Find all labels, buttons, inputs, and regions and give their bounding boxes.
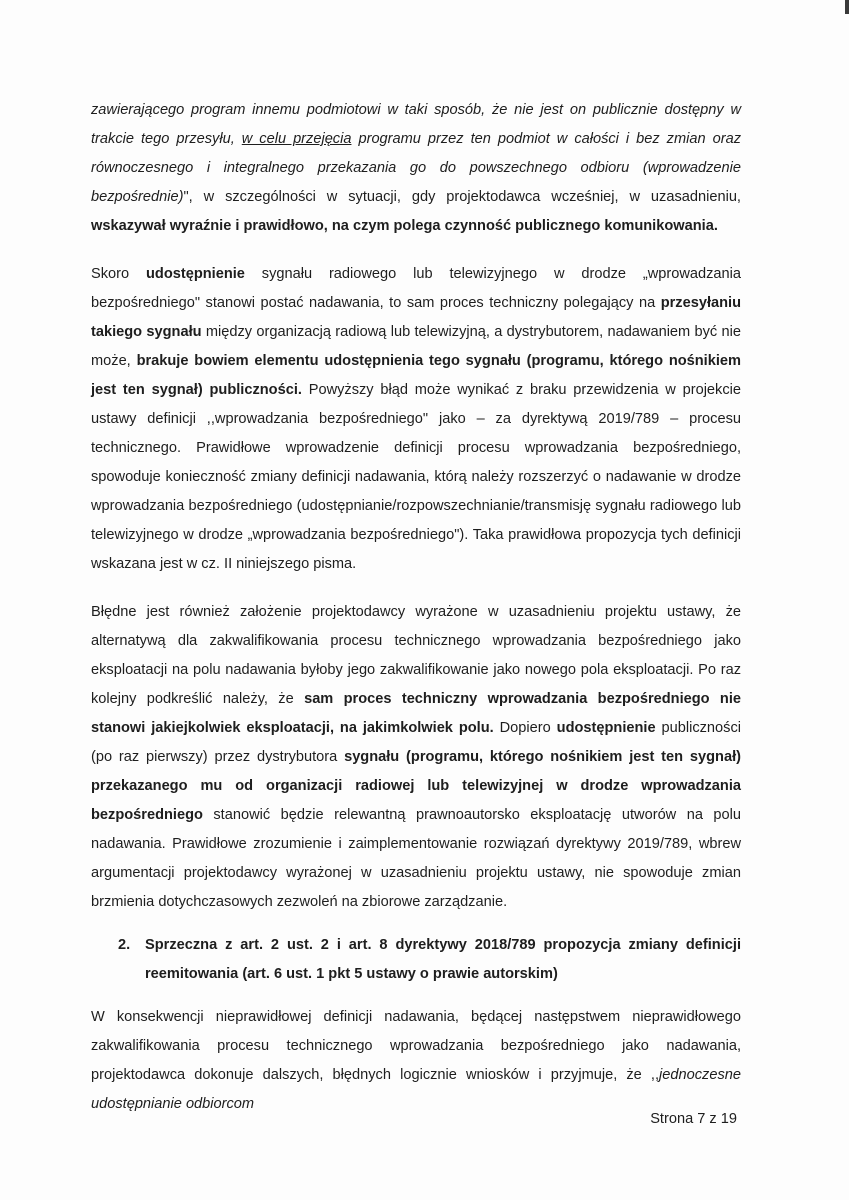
quote-text: programu przez ten podmiot w całości i bez zmian oraz równoczesnego i integralnego przekazania go do powszechnego odbioru (wprowadzenie bezpośrednie)	[91, 131, 741, 205]
body-text: Błędne jest również założenie projektodawcy wyrażone w uzasadnieniu projektu ustawy, że alternatywą dla zakwalifikowania procesu technicznego wprowadzania bezpośredniego jako eksploatacji na polu nadawania byłoby jego zakwalifikowanie jako nowego pola eksploatacji. Po raz kolejny podkreślić należy, że	[91, 604, 741, 707]
paragraph-direct-injection	[91, 260, 741, 579]
body-text: między organizacją radiową lub telewizyjną, a dystrybutorem, nadawaniem być nie może,	[91, 324, 741, 369]
document-page	[91, 96, 741, 1119]
page-number: Strona 7 z 19	[650, 1111, 737, 1127]
body-text: Powyższy błąd może wynikać z braku przewidzenia w projekcie ustawy definicji ,,wprowadzania bezpośredniego" jako – za dyrektywą 2019/789 – procesu technicznego. Prawidłowe wprowadzenie definicji procesu wprowadzania bezpośredniego, spowoduje konieczność zmiany definicji nadawania, którą należy rozszerzyć o nadawanie w drodze wprowadzania bezpośredniego (udostępnianie/rozpowszechnianie/transmisję sygnału radiowego lub telewizyjnego w drodze „wprowadzania bezpośredniego"). Taka prawidłowa propozycja tych definicji wskazana jest w cz. II niniejszego pisma.	[91, 382, 742, 572]
bold-text: brakuje bowiem elementu udostępnienia tego sygnału (programu, którego nośnikiem jest ten sygnał) publiczności.	[91, 353, 741, 398]
body-text: publiczności (po raz pierwszy) przez dystrybutora	[91, 720, 741, 765]
bold-text: przesyłaniu takiego sygnału	[91, 295, 741, 340]
paragraph-continuation	[91, 96, 741, 241]
body-text: Skoro	[91, 266, 146, 282]
section-number: 2.	[118, 937, 131, 953]
bold-text: sygnału (programu, którego nośnikiem jest ten sygnał) przekazanego mu od organizacji radiowej lub telewizyjnej w drodze wprowadzania bezpośredniego	[91, 749, 741, 823]
paragraph-consequence	[91, 1003, 741, 1119]
section-heading	[91, 931, 741, 989]
quote-text: jednoczesne udostępnianie odbiorcom	[91, 1067, 741, 1112]
paragraph-exploitation	[91, 598, 741, 917]
underlined-quote-text: w celu przejęcia	[241, 131, 352, 147]
body-text: sygnału radiowego lub telewizyjnego w drodze „wprowadzania bezpośredniego" stanowi postać nadawania, to sam proces techniczny polegający na	[91, 266, 741, 311]
bold-text: sam proces techniczny wprowadzania bezpośredniego nie stanowi jakiejkolwiek eksploatacji, na jakimkolwiek polu.	[91, 691, 742, 736]
body-text: Dopiero	[493, 720, 557, 736]
section-title: Sprzeczna z art. 2 ust. 2 i art. 8 dyrektywy 2018/789 propozycja zmiany definicji reemitowania (art. 6 ust. 1 pkt 5 ustawy o prawie autorskim)	[145, 937, 741, 982]
body-text: W konsekwencji nieprawidłowej definicji nadawania, będącej następstwem nieprawidłowego zakwalifikowania procesu technicznego wprowadzania bezpośredniego jako nadawania, projektodawca dokonuje dalszych, błędnych logicznie wniosków i przyjmuje, że ,,	[91, 1009, 741, 1083]
body-text: ", w szczególności w sytuacji, gdy projektodawca wcześniej, w uzasadnieniu,	[183, 189, 741, 205]
quote-text: zawierającego program innemu podmiotowi w taki sposób, że nie jest on publicznie dostępny w trakcie tego przesyłu,	[91, 102, 741, 147]
bold-text: udostępnienie	[146, 266, 245, 282]
bold-text: wskazywał wyraźnie i prawidłowo, na czym polega czynność publicznego komunikowania.	[91, 218, 718, 234]
body-text: stanowić będzie relewantną prawnoautorsko eksploatację utworów na polu nadawania. Prawidłowe zrozumienie i zaimplementowanie rozwiązań dyrektywy 2019/789, wbrew argumentacji projektodawcy wyrażonej w uzasadnieniu projektu ustawy, nie spowoduje zmian brzmienia dotychczasowych zezwoleń na zbiorowe zarządzanie.	[91, 807, 741, 910]
bold-text: udostępnienie	[556, 720, 656, 736]
scan-edge-mark	[845, 0, 849, 14]
